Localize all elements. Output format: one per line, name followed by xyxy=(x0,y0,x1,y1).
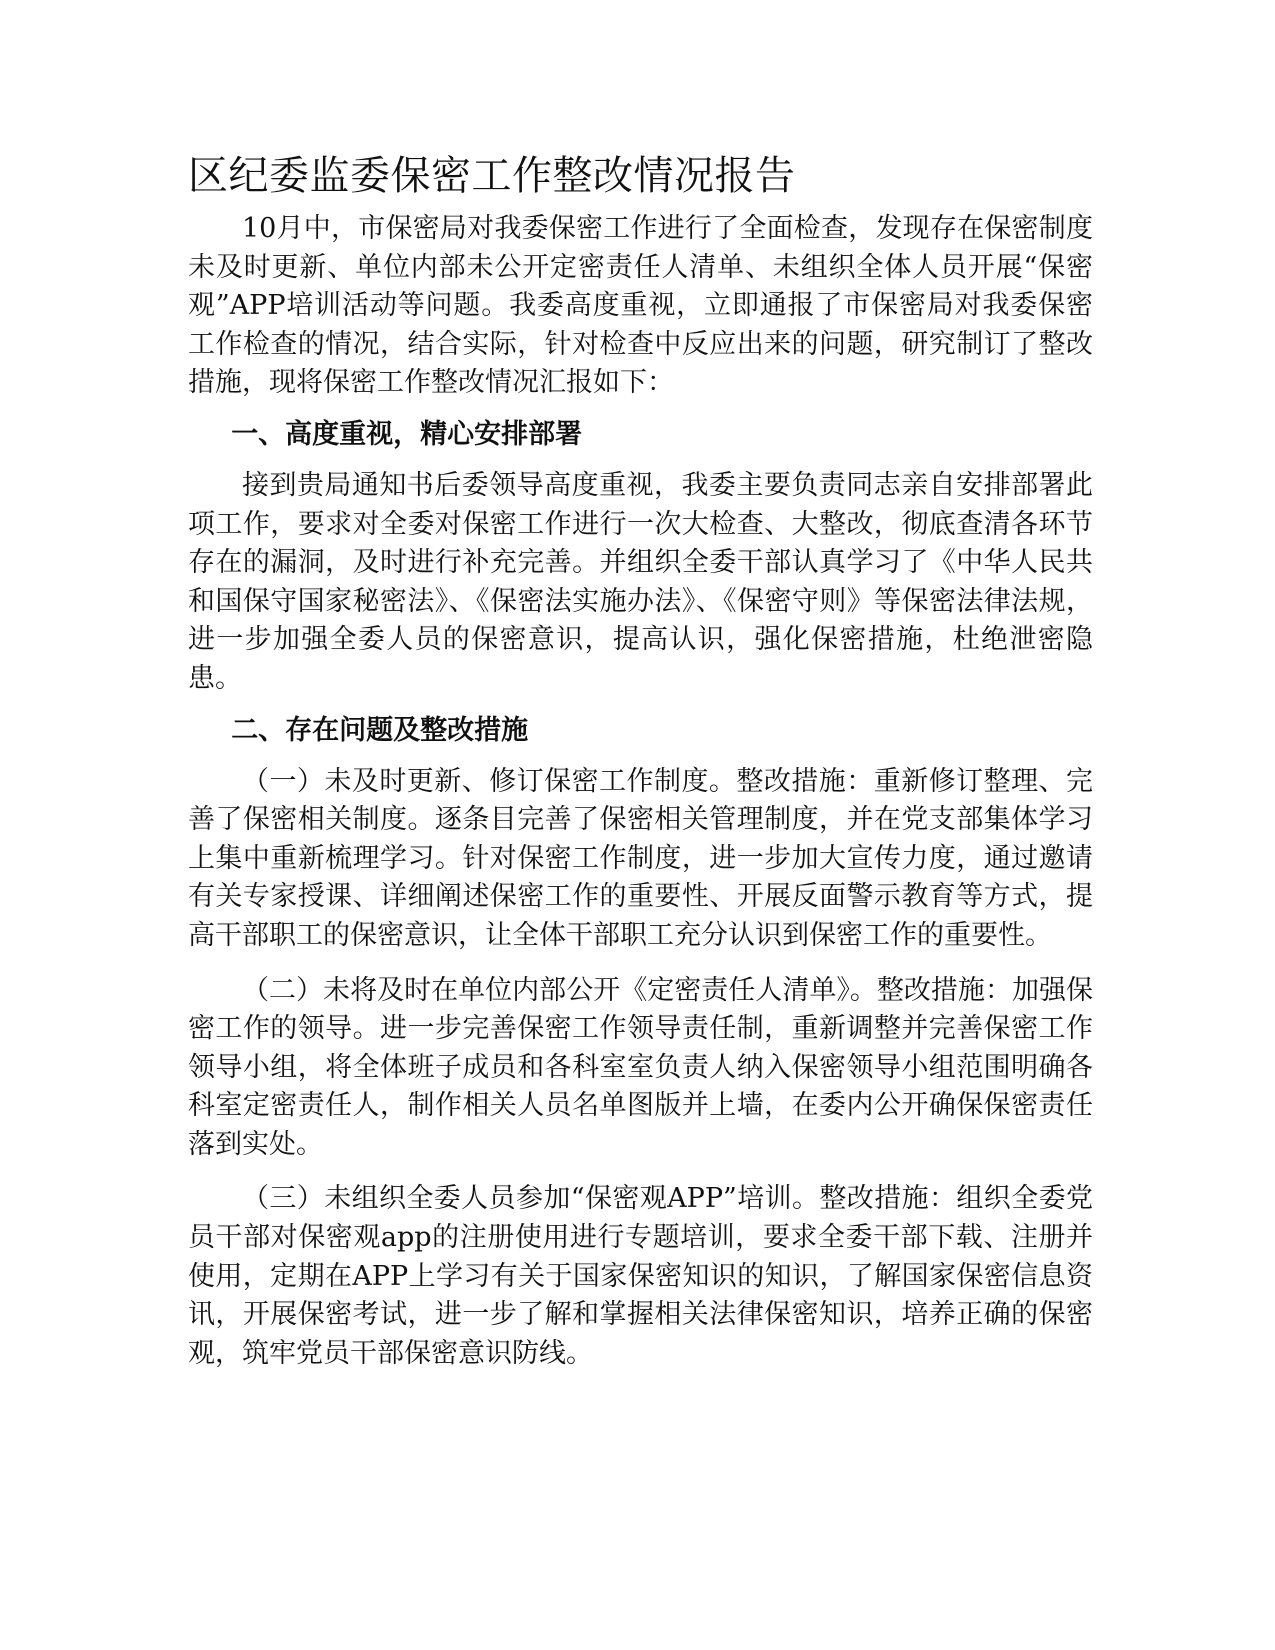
spacer xyxy=(188,1164,1093,1180)
section-2-paragraph-2: （二）未将及时在单位内部公开《定密责任人清单》。整改措施：加强保密工作的领导。进一步完善保密工作领导责任制，重新调整并完善保密工作领导小组，将全体班子成员和各科室室负责人纳入保密领导小组范围明确各科室定密责任人，制作相关人员名单图版并上墙，在委内公开确保保密责任落到实处。 xyxy=(188,974,1093,1160)
spacer xyxy=(188,699,1093,711)
section-2-paragraph-1: （一）未及时更新、修订保密工作制度。整改措施：重新修订整理、完善了保密相关制度。逐条目完善了保密相关管理制度，并在党支部集体学习上集中重新梳理学习。针对保密工作制度，进一步加大宣传力度，通过邀请有关专家授课、详细阐述保密工作的重要性、开展反面警示教育等方式，提高干部职工的保密意识，让全体干部职工充分认识到保密工作的重要性。 xyxy=(188,765,1093,951)
document-page xyxy=(188,148,1093,1373)
spacer xyxy=(188,403,1093,415)
section-2-paragraph-3: （三）未组织全委人员参加“保密观APP”培训。整改措施：组织全委党员干部对保密观app的注册使用进行专题培训，要求全委干部下载、注册并使用，定期在APP上学习有关于国家保密知识的知识，了解国家保密信息资讯，开展保密考试，进一步了解和掌握相关法律保密知识，培养正确的保密观，筑牢党员干部保密意识防线。 xyxy=(188,1183,1093,1369)
section-1-paragraph-1: 接到贵局通知书后委领导高度重视，我委主要负责同志亲自安排部署此项工作，要求对全委对保密工作进行一次大检查、大整改，彻底查清各环节存在的漏洞，及时进行补充完善。并组织全委干部认真学习了《中华人民共和国保守国家秘密法》、《保密法实施办法》、《保密守则》等保密法律法规，进一步加强全委人员的保密意识，提高认识，强化保密措施，杜绝泄密隐患。 xyxy=(188,469,1093,694)
spacer xyxy=(188,455,1093,467)
section-heading-1: 一、高度重视，精心安排部署 xyxy=(231,418,583,450)
intro-paragraph: 10月中，市保密局对我委保密工作进行了全面检查，发现存在保密制度未及时更新、单位内部未公开定密责任人清单、未组织全体人员开展“保密观”APP培训活动等问题。我委高度重视，立即通报了市保密局对我委保密工作检查的情况，结合实际，针对检查中反应出来的问题，研究制订了整改措施，现将保密工作整改情况汇报如下： xyxy=(188,213,1093,399)
spacer xyxy=(188,956,1093,972)
section-heading-2: 二、存在问题及整改措施 xyxy=(231,714,529,746)
document-title: 区纪委监委保密工作整改情况报告 xyxy=(188,153,796,199)
spacer xyxy=(188,751,1093,763)
